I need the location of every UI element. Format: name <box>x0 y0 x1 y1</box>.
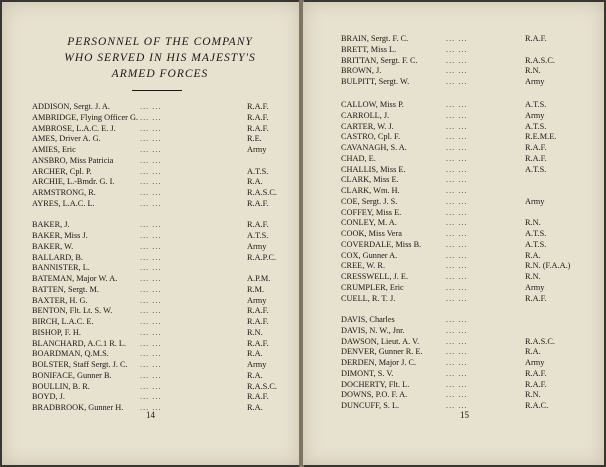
leader-dots: ... ... <box>446 110 468 120</box>
leader-dots: ... ... <box>140 360 162 369</box>
service-branch: R.A.S.C. <box>525 55 555 65</box>
entry-name: BAKER, Miss J. <box>32 231 88 240</box>
service-branch: R.E. <box>247 134 262 144</box>
service-branch: R.A. <box>247 370 263 380</box>
personnel-entry <box>32 274 282 285</box>
leader-dots: ... ... <box>140 295 162 305</box>
entry-name: DENVER, Gunner R. E. <box>341 347 423 357</box>
service-branch: R.A.F. <box>247 317 269 326</box>
personnel-list-right-top <box>341 34 581 88</box>
entry-name: BROWN, J. <box>341 66 382 76</box>
personnel-entry <box>341 294 581 305</box>
personnel-entry <box>32 167 282 178</box>
entry-name: CARROLL, J. <box>341 110 390 120</box>
personnel-entry <box>32 328 282 339</box>
entry-name: BOULLIN, B. R. <box>32 381 90 391</box>
entry-name: BLANCHARD, A.C.1 R. L. <box>32 338 127 348</box>
personnel-entry <box>341 56 581 67</box>
entry-name: BOYD, J. <box>32 392 65 402</box>
entry-name: BAKER, W. <box>32 241 74 251</box>
entry-name: DAVIS, Charles <box>341 315 395 324</box>
personnel-entry <box>32 339 282 350</box>
entry-name: BISHOP, F. H. <box>32 327 81 337</box>
leader-dots: ... ... <box>446 379 468 389</box>
title-line: ARMED FORCES <box>111 68 209 80</box>
personnel-entry <box>32 145 282 156</box>
personnel-entry <box>341 165 581 176</box>
entry-name: AMBROSE, L.A.C. E. J. <box>32 123 116 133</box>
leader-dots: ... ... <box>446 315 468 324</box>
service-branch: R.A. <box>247 349 263 359</box>
leader-dots: ... ... <box>140 327 162 337</box>
personnel-entry <box>341 132 581 143</box>
personnel-entry <box>32 306 282 317</box>
entry-name: BRITTAN, Sergt. F. C. <box>341 55 418 65</box>
entry-name: BRADBROOK, Gunner H. <box>32 403 124 412</box>
leader-dots: ... ... <box>446 66 468 76</box>
entry-name: CLARK, Wm. H. <box>341 186 400 195</box>
personnel-entry <box>32 102 282 113</box>
personnel-entry <box>341 390 581 401</box>
service-branch: A.P.M. <box>247 274 271 283</box>
service-branch: R.A.F. <box>247 306 269 316</box>
service-branch: R.A.F. <box>247 102 269 111</box>
service-branch: R.A. <box>525 347 541 357</box>
section-title <box>40 34 280 82</box>
personnel-entry <box>341 337 581 348</box>
service-branch: A.T.S. <box>525 239 547 249</box>
entry-name: BALLARD, B. <box>32 252 83 262</box>
leader-dots: ... ... <box>140 166 162 176</box>
service-branch: R.A.F. <box>247 338 269 348</box>
entry-name: BONIFACE, Gunner B. <box>32 370 112 380</box>
leader-dots: ... ... <box>140 220 162 230</box>
personnel-entry <box>32 392 282 403</box>
leader-dots: ... ... <box>140 188 162 197</box>
personnel-entry <box>341 45 581 56</box>
personnel-entry <box>341 186 581 197</box>
personnel-entry <box>341 143 581 154</box>
entry-name: AYRES, L.A.C. L. <box>32 198 95 208</box>
service-branch: R.A.F. <box>525 153 547 163</box>
personnel-entry <box>32 349 282 360</box>
entry-name: CLARK, Miss E. <box>341 175 399 185</box>
entry-name: CREE, W. R. <box>341 261 386 271</box>
leader-dots: ... ... <box>140 134 162 144</box>
page-number-right: 15 <box>460 410 469 420</box>
leader-dots: ... ... <box>446 390 468 400</box>
personnel-entry <box>32 124 282 135</box>
leader-dots: ... ... <box>140 284 162 294</box>
service-branch: A.T.S. <box>525 164 547 174</box>
leader-dots: ... ... <box>446 186 468 195</box>
leader-dots: ... ... <box>140 392 162 402</box>
service-branch: R.A.F. <box>247 123 269 133</box>
entry-name: BAXTER, H. G. <box>32 295 88 305</box>
service-branch: Army <box>525 358 545 367</box>
personnel-entry <box>32 242 282 253</box>
leader-dots: ... ... <box>140 241 162 251</box>
entry-name: ARCHIE, L.-Bmdr. G. I. <box>32 177 115 187</box>
entry-name: BENTON, Flt. Lt. S. W. <box>32 306 113 316</box>
service-branch: R.N. <box>247 327 263 337</box>
leader-dots: ... ... <box>446 272 468 281</box>
entry-name: DAVIS, N. W., Jnr. <box>341 325 405 335</box>
personnel-entry <box>341 347 581 358</box>
personnel-entry <box>341 240 581 251</box>
personnel-entry <box>341 208 581 219</box>
service-branch: R.A.F. <box>525 379 547 389</box>
entry-name: AMBRIDGE, Flying Officer G. <box>32 112 139 122</box>
personnel-entry <box>341 251 581 262</box>
service-branch: A.T.S. <box>247 231 269 240</box>
personnel-entry <box>32 188 282 199</box>
entry-name: BOLSTER, Staff Sergt. J. C. <box>32 360 128 369</box>
leader-dots: ... ... <box>446 196 468 206</box>
service-branch: Army <box>525 196 545 206</box>
entry-name: DIMONT, S. V. <box>341 368 394 378</box>
leader-dots: ... ... <box>140 403 162 412</box>
personnel-entry <box>341 304 581 315</box>
personnel-entry <box>32 156 282 167</box>
personnel-entry <box>341 66 581 77</box>
personnel-entry <box>341 380 581 391</box>
leader-dots: ... ... <box>140 338 162 348</box>
leader-dots: ... ... <box>446 153 468 163</box>
personnel-list-left <box>32 102 282 414</box>
entry-name: CALLOW, Miss P. <box>341 100 404 109</box>
leader-dots: ... ... <box>140 112 162 122</box>
service-branch: R.A.F. <box>247 198 269 208</box>
entry-name: COX, Gunner A. <box>341 250 398 260</box>
entry-name: COVERDALE, Miss B. <box>341 239 422 249</box>
service-branch: R.A.F. <box>525 368 547 378</box>
entry-name: BAKER, J. <box>32 220 70 230</box>
personnel-entry <box>341 111 581 122</box>
leader-dots: ... ... <box>140 306 162 316</box>
entry-name: BULPITT, Sergt. W. <box>341 77 410 86</box>
leader-dots: ... ... <box>140 123 162 133</box>
personnel-entry <box>341 369 581 380</box>
leader-dots: ... ... <box>446 207 468 217</box>
entry-name: CARTER, W. J. <box>341 121 394 131</box>
service-branch: R.A.S.C. <box>247 188 277 197</box>
entry-name: DOCHERTY, Flt. L. <box>341 379 410 389</box>
personnel-entry <box>341 218 581 229</box>
entry-name: CRESSWELL, J. E. <box>341 272 409 281</box>
personnel-entry <box>32 231 282 242</box>
service-branch: R.A. <box>525 250 541 260</box>
leader-dots: ... ... <box>140 231 162 240</box>
service-branch: R.M. <box>247 284 265 294</box>
personnel-entry <box>341 261 581 272</box>
service-branch: Army <box>247 360 267 369</box>
leader-dots: ... ... <box>140 155 162 165</box>
leader-dots: ... ... <box>446 229 468 238</box>
service-branch: R.E.M.E. <box>525 132 557 142</box>
personnel-entry <box>32 296 282 307</box>
service-branch: R.A.S.C. <box>247 381 277 391</box>
entry-name: CUELL, R. T. J. <box>341 293 396 303</box>
service-branch: R.N. <box>525 218 541 228</box>
service-branch: R.N. (F.A.A.) <box>525 261 571 271</box>
personnel-entry <box>32 210 282 221</box>
personnel-entry <box>341 197 581 208</box>
service-branch: R.A.P.C. <box>247 252 277 262</box>
entry-name: BATEMAN, Major W. A. <box>32 274 118 283</box>
personnel-entry <box>32 263 282 274</box>
entry-name: ADDISON, Sergt. J. A. <box>32 102 110 111</box>
leader-dots: ... ... <box>446 261 468 271</box>
title-line: WHO SERVED IN HIS MAJESTY'S <box>64 52 256 64</box>
personnel-entry <box>32 403 282 414</box>
leader-dots: ... ... <box>446 401 468 410</box>
leader-dots: ... ... <box>446 44 468 54</box>
service-branch: R.N. <box>525 390 541 400</box>
service-branch: R.A.F. <box>247 220 269 230</box>
leader-dots: ... ... <box>446 293 468 303</box>
leader-dots: ... ... <box>446 347 468 357</box>
personnel-entry <box>341 77 581 88</box>
service-branch: R.A.F. <box>247 112 269 122</box>
leader-dots: ... ... <box>140 370 162 380</box>
leader-dots: ... ... <box>140 198 162 208</box>
entry-name: CHALLIS, Miss E. <box>341 164 406 174</box>
entry-name: ARMSTRONG, R. <box>32 188 96 197</box>
entry-name: BRAIN, Sergt. F. C. <box>341 34 409 43</box>
leader-dots: ... ... <box>140 274 162 283</box>
leader-dots: ... ... <box>140 102 162 111</box>
personnel-entry <box>32 285 282 296</box>
leader-dots: ... ... <box>446 368 468 378</box>
personnel-entry <box>32 113 282 124</box>
service-branch: R.N. <box>525 272 541 281</box>
entry-name: ARCHER, Cpl. P. <box>32 166 92 176</box>
leader-dots: ... ... <box>140 252 162 262</box>
personnel-entry <box>32 177 282 188</box>
leader-dots: ... ... <box>140 317 162 326</box>
service-branch: Army <box>525 110 545 120</box>
entry-name: BOARDMAN, Q.M.S. <box>32 349 109 359</box>
leader-dots: ... ... <box>446 55 468 65</box>
entry-name: CHAD, E. <box>341 153 376 163</box>
title-rule <box>132 90 182 91</box>
service-branch: R.N. <box>525 66 541 76</box>
leader-dots: ... ... <box>446 218 468 228</box>
personnel-entry <box>341 358 581 369</box>
leader-dots: ... ... <box>140 263 162 273</box>
leader-dots: ... ... <box>446 143 468 152</box>
personnel-entry <box>341 315 581 326</box>
entry-name: DERDEN, Major J. C. <box>341 358 417 367</box>
service-branch: Army <box>247 145 267 154</box>
leader-dots: ... ... <box>140 349 162 359</box>
personnel-entry <box>32 371 282 382</box>
personnel-list-right <box>341 100 581 412</box>
service-branch: R.A.F. <box>525 143 547 152</box>
entry-name: CASTRO, Cpl. F. <box>341 132 401 142</box>
entry-name: COE, Sergt. J. S. <box>341 196 398 206</box>
personnel-entry <box>32 220 282 231</box>
leader-dots: ... ... <box>446 164 468 174</box>
personnel-entry <box>341 272 581 283</box>
personnel-entry <box>32 134 282 145</box>
leader-dots: ... ... <box>446 250 468 260</box>
personnel-entry <box>32 253 282 264</box>
leader-dots: ... ... <box>446 77 468 86</box>
entry-name: BATTEN, Sergt. M. <box>32 284 99 294</box>
entry-name: BRETT, Miss L. <box>341 44 397 54</box>
entry-name: AMES, Driver A. G. <box>32 134 101 144</box>
service-branch: Army <box>247 295 267 305</box>
leader-dots: ... ... <box>446 282 468 292</box>
leader-dots: ... ... <box>446 175 468 185</box>
service-branch: R.A. <box>247 177 263 187</box>
entry-name: DOWNS, P.O. F. A. <box>341 390 408 400</box>
leader-dots: ... ... <box>446 121 468 131</box>
entry-name: CAVANAGH, S. A. <box>341 143 407 152</box>
leader-dots: ... ... <box>446 336 468 346</box>
leader-dots: ... ... <box>446 239 468 249</box>
entry-name: COFFEY, Miss E. <box>341 207 402 217</box>
entry-name: BANNISTER, L. <box>32 263 90 273</box>
personnel-entry <box>32 199 282 210</box>
service-branch: A.T.S. <box>525 100 547 109</box>
service-branch: R.A.F. <box>525 34 547 43</box>
personnel-entry <box>341 326 581 337</box>
service-branch: A.T.S. <box>525 121 547 131</box>
service-branch: A.T.S. <box>247 166 269 176</box>
personnel-entry <box>341 175 581 186</box>
entry-name: ANSBRO, Miss Patricia <box>32 155 114 165</box>
leader-dots: ... ... <box>446 358 468 367</box>
personnel-entry <box>341 34 581 45</box>
leader-dots: ... ... <box>446 325 468 335</box>
personnel-entry <box>341 229 581 240</box>
title-line: PERSONNEL OF THE COMPANY <box>67 36 253 48</box>
entry-name: DUNCUFF, S. L. <box>341 401 400 410</box>
personnel-entry <box>341 100 581 111</box>
entry-name: BIRCH, L.A.C. E. <box>32 317 94 326</box>
service-branch: R.A.F. <box>247 392 269 402</box>
service-branch: R.A. <box>247 403 263 412</box>
service-branch: Army <box>525 77 545 86</box>
entry-name: CRUMPLER, Eric <box>341 282 404 292</box>
leader-dots: ... ... <box>140 145 162 154</box>
personnel-entry <box>341 154 581 165</box>
entry-name: COOK, Miss Vera <box>341 229 402 238</box>
service-branch: R.A.S.C. <box>525 336 555 346</box>
service-branch: R.A.C. <box>525 401 549 410</box>
leader-dots: ... ... <box>140 381 162 391</box>
service-branch: Army <box>525 282 545 292</box>
leader-dots: ... ... <box>446 34 468 43</box>
service-branch: R.A.F. <box>525 293 547 303</box>
personnel-entry <box>341 122 581 133</box>
personnel-entry <box>341 283 581 294</box>
leader-dots: ... ... <box>446 100 468 109</box>
entry-name: DAWSON, Lieut. A. V. <box>341 336 420 346</box>
leader-dots: ... ... <box>446 132 468 142</box>
leader-dots: ... ... <box>140 177 162 187</box>
personnel-entry <box>32 317 282 328</box>
service-branch: A.T.S. <box>525 229 547 238</box>
entry-name: AMIES, Eric <box>32 145 76 154</box>
page-number-left: 14 <box>146 410 155 420</box>
personnel-entry <box>32 360 282 371</box>
entry-name: CONLEY, M. A. <box>341 218 397 228</box>
personnel-entry <box>32 382 282 393</box>
service-branch: Army <box>247 241 267 251</box>
